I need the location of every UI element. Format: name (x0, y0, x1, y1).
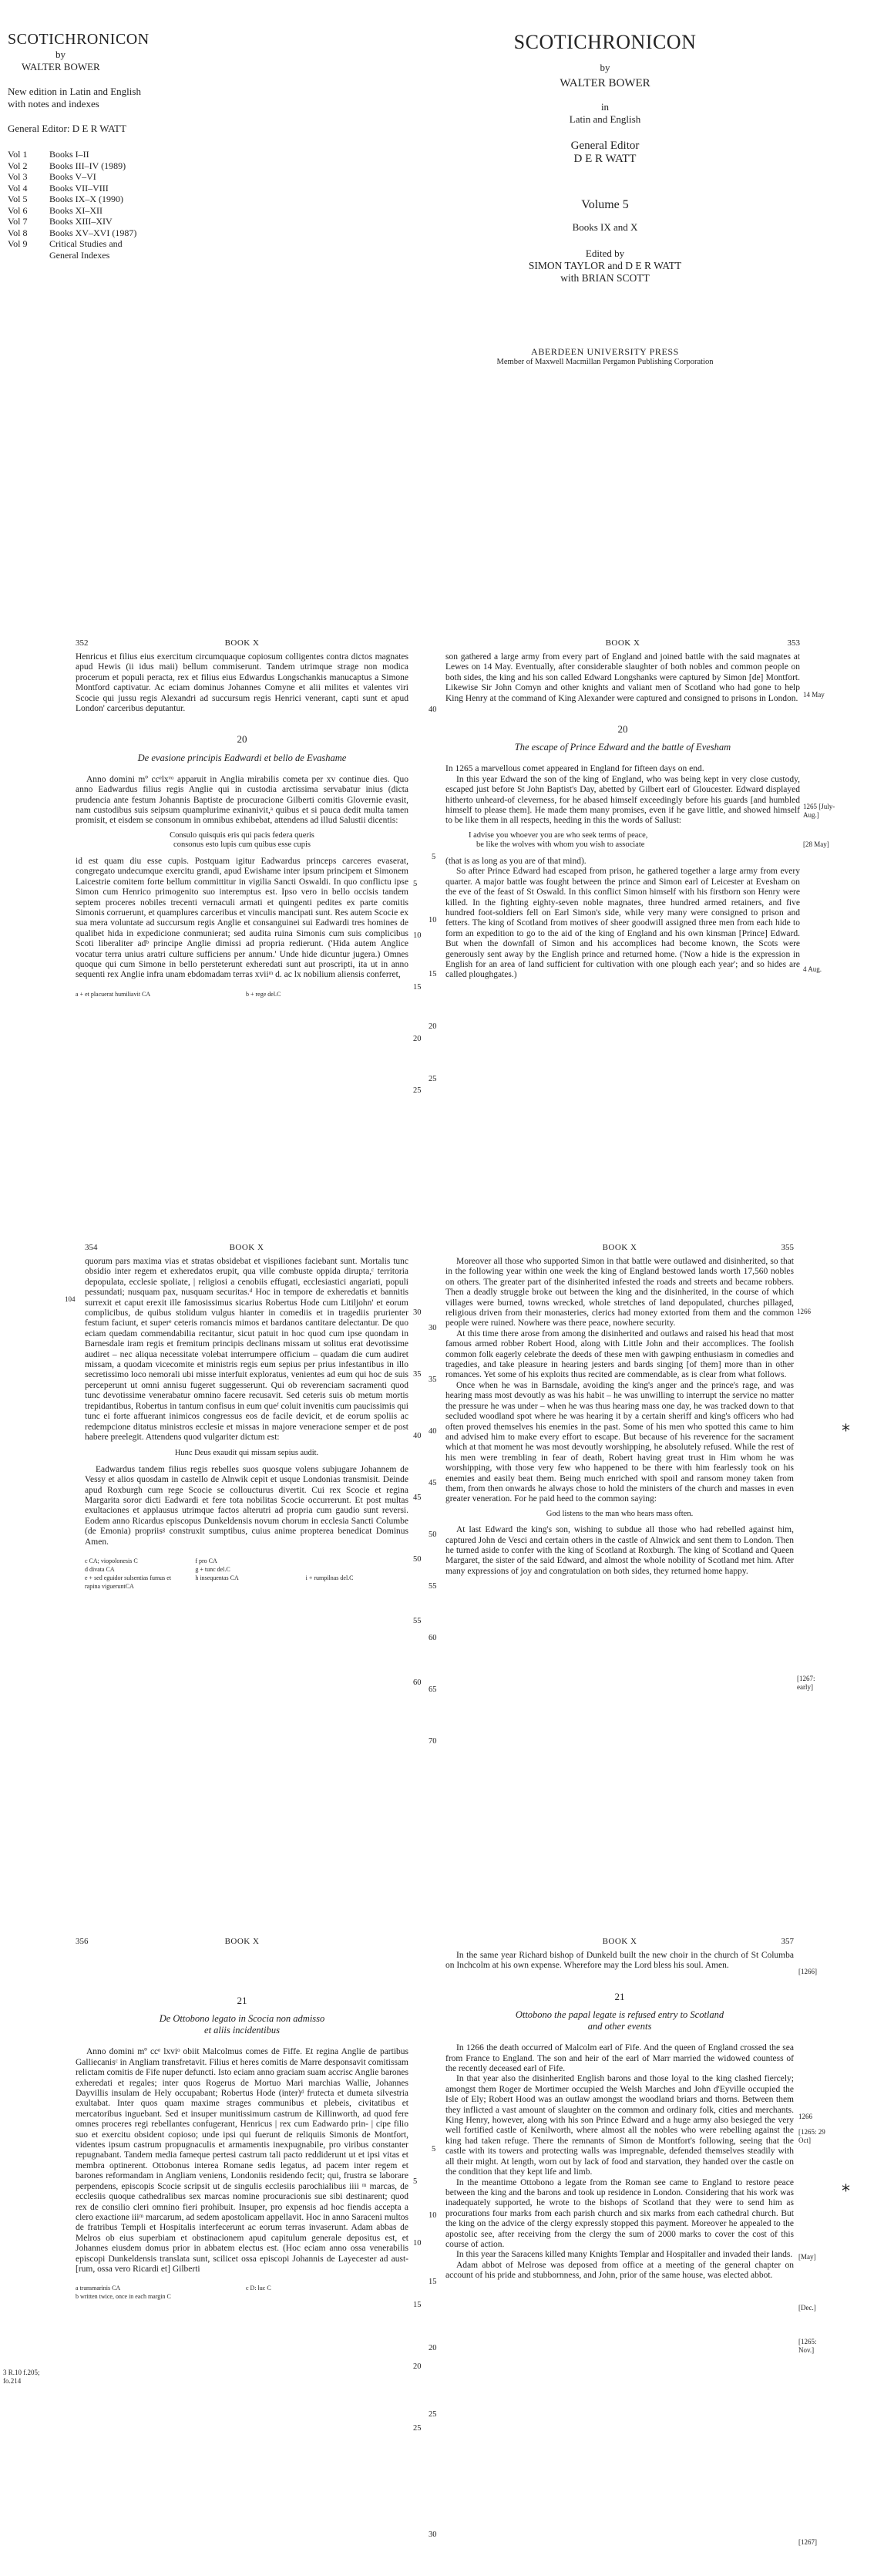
paragraph: Once when he was in Barnsdale, avoiding the king's anger and the prince's rage, and was hearing mass most devoutly as was his habit – he was unwilling to interrupt the service no matter the pressure he was under – when he was thus hearing mass one day, he was tracked down to that secluded woodland spot where he was hearing it by a certain sheriff and king's officers who had often proved themselves his enemies in the past. Some of his men who spotted this came to him and advised him to make every effort to escape. But because of his reverence for the sacrament which at that moment he was most devoutly worshipping, he absolutely refused. While the rest of his men were trembling in fear of death, Robert having great trust in Him whom he was worshipping, with those very few who happened to be there with him fearlessly took on his enemies and easily beat them. Being much enriched with spoil and ransom money taken from them, from then onwards he always chose to hold the ministers of the church and masses in even greater veneration. For he paid heed to the common saying: (445, 1380, 794, 1504)
asterisk-mark: * (842, 1422, 850, 1441)
line-number: 30 (413, 1308, 422, 1317)
volume-books: Books VII–VIII (49, 182, 109, 194)
line-number: 20 (413, 2362, 422, 2371)
series-edition-2: with notes and indexes (8, 98, 99, 109)
volume-books: Books IX and X (572, 221, 638, 233)
spread-354-355 (0, 1243, 884, 1844)
margin-date: 1266 (798, 2113, 812, 2120)
apparatus-note: f pro CA (195, 1557, 217, 1565)
paragraph: Henricus et filius eius exercitum circumquaque copiosum colligentes contra dictos magnates apud Hewis (ii idus maii) bellum commiserunt. Tandem utrimque strage non modica procerum et populi peracta, rex et filius eius Edwardus Longschankis manucaptus a Simone Montford captivatur. Ac eciam dominus Johannes Comyne et alii milites et valentes viri Scocie qui jussu regis Alexandri ad succursum regis Henrici venerant, capti sunt et apud London' carceribus deputantur. (76, 652, 408, 714)
chapter-title: Ottobono the papal legate is refused entry to Scotland (515, 2009, 724, 2021)
line-number: 25 (429, 2410, 437, 2419)
chapter-number: 21 (614, 1990, 625, 2002)
series-title: SCOTICHRONICON (8, 31, 150, 48)
margin-date: [28 May] (803, 840, 829, 848)
page-number: 356 (76, 1937, 89, 1946)
paragraph: In 1266 the death occurred of Malcolm earl of Fife. And the queen of England crossed the sea from France to England. The son and heir of the earl of Marr married the widowed countess of the recently deceased earl of Fife. (445, 2043, 794, 2074)
english-text (445, 652, 800, 981)
paragraph: At this time there arose from among the disinherited and outlaws and raised his head that most famous armed robber Robert Hood, along with Little John and their accomplices. The foolish common folk eagerly celebrate the deeds of these men with gawping enthusiasm in comedies and tragedies, and take pleasure in hearing jesters and bards singing [of them] more than in other romances. Yet some of his exploits thus recited are commendable, as is clear from what follows. (445, 1328, 794, 1380)
line-number: 5 (432, 2145, 436, 2153)
spread-356-357 (0, 1937, 884, 2569)
line-number: 65 (429, 1685, 437, 1694)
book-language: Latin and English (569, 113, 641, 125)
paragraph: (that is as long as you are of that mind). (445, 856, 587, 866)
paragraph: quorum pars maxima vias et stratas obsidebat et vispiliones faciebant sunt. Mortalis tunc obsidio inter regem et exheredatos erupit, qua ville combuste oppida dirupta,ᶜ territoria depopulata, ecclesie spoliate, | religiosi a cenobiis effugati, ecclesiastici angariati, populi pessundati; nusquam pax, nusquam securitas.ᵈ Hoc in tempore de exheredatis et bannitis surrexit et caput erexit ille famosissimus sicarius Robertus Hode cum Litiljohn' et eorum complicibus, de quibus stolidum vulgus hianter in comediis et in tragediis prurienter festum faciunt, et superᵉ ceteris romancis mimos et bardanos cantitare delectantur. De quo eciam quedam commendabilia recitantur, sicut patuit in hoc quod cum ipse quondam in Barnesdale iram regis et fremitum principis declinans missam ut solitus erat devotissime audiret – nec aliqua necessitate volebat interrumpere officium – quadam die cum audiret missam, a quodam vicecomite et ministris regis eum sepius per prius infestantibus in illo secretissimo loco nemorali ubi misse interfuit exploratus, venientes ad eum qui hoc de suis perceperunt ut omni annisu fugeret suggesserunt. Qui ob reverenciam sacramenti quod tunc devotissime venerabatur omnino facere recusavit. Sed ceteris suis ob metum mortis trepidantibus, Robertus in tantum confisus in eum queᶠ coluit invenitis cum paucissimis qui tunc ei forte affuerant inimicos congressus eos de facile devicit, et de eorum spoliis ac redempcione ditatus ministros ecclesie et missas in majore veneracione semper et de post habere preelegit. Attendens quod vulgariter dictum est: (85, 1257, 408, 1442)
apparatus-notes (85, 1557, 408, 1591)
apparatus-note: c CA; viopolonesis C (85, 1557, 138, 1565)
volume-number: Vol 8 (8, 227, 28, 238)
page-353 (445, 638, 800, 1163)
line-number: 60 (413, 1679, 422, 1687)
page-number: 353 (787, 638, 800, 648)
margin-folio: 104 (65, 1295, 76, 1303)
line-number: 45 (429, 1479, 437, 1487)
chapter-title: The escape of Prince Edward and the battle of Evesham (514, 742, 731, 753)
line-number: 5 (413, 880, 418, 888)
publisher: ABERDEEN UNIVERSITY PRESS (531, 346, 679, 357)
line-number: 30 (429, 2531, 437, 2539)
latin-text (76, 652, 408, 981)
margin-date: [1265: 29 Oct] (798, 2128, 825, 2144)
line-number: 25 (413, 1086, 422, 1095)
volume-number: Vol 9 (8, 238, 28, 249)
volume-number (8, 250, 49, 261)
line-number: 50 (429, 1530, 437, 1539)
line-number: 10 (413, 2239, 422, 2248)
line-number: 50 (413, 1555, 422, 1564)
paragraph: son gathered a large army from every part of England and joined battle with the said magnates at Lewes on 14 May. Eventually, after considerable slaughter of both nobles and common people on both sides, the king and his son called Edward Longshanks were captured by Simon [de] Montfort. Likewise Sir John Comyn and other knights and valiant men of Scotland who had gone to help King Henry at the command of King Alexander were captured and consigned to prisons in London. (445, 652, 800, 703)
line-number: 5 (413, 2177, 418, 2186)
running-head (85, 1243, 408, 1257)
book-label: BOOK X (224, 1937, 260, 1946)
series-general-editor: General Editor: D E R WATT (8, 123, 126, 134)
chapter-number: 20 (617, 723, 628, 736)
line-number: 10 (429, 916, 437, 924)
series-edition: New edition in Latin and English (8, 86, 141, 97)
margin-date: [1266] (798, 1968, 817, 1975)
apparatus-note: b + rege del.C (246, 990, 281, 998)
page-355 (445, 1243, 794, 1852)
margin-date: [Dec.] (798, 2304, 816, 2312)
book-label: BOOK X (224, 638, 260, 648)
line-number: 35 (429, 1376, 437, 1384)
paragraph: In 1265 a marvellous comet appeared in England for fifteen days on end. (445, 764, 704, 774)
line-number: 60 (429, 1634, 437, 1642)
general-editor-name: D E R WATT (573, 153, 637, 165)
volume-books: Books IX–X (1990) (49, 194, 123, 204)
paragraph: So after Prince Edward had escaped from prison, he gathered together a large army from every quarter. A major battle was fought between the prince and Simon earl of Leicester at Evesham on the eve of the feast of St Oswald. In this conflict Simon himself with his firstborn son Henry were killed. In the fighting eighty-seven noble magnates, three hundred armed retainers, and five hundred foot-soldiers fell on Earl Simon's side, while very many were consigned to prison and fetters. The king of Scotland from motives of sheer goodwill assigned three men from each hide to form an expedition to go to the aid of the king of England and his own kinsman [Prince] Edward. But when the downfall of Simon and his accomplices had become known, the Scots were generously sent away by the English prince and returned home. ('Now a hide is the expression in English for an area of land sufficient for cultivation with one plough each year'; and so hides are called ploughgates.) (445, 867, 800, 980)
volume-books: Critical Studies and (49, 238, 123, 249)
book-label: BOOK X (602, 1937, 637, 1946)
book-title: SCOTICHRONICON (513, 31, 697, 53)
apparatus-note: c D: luc C (246, 2285, 271, 2292)
spread-352-353 (0, 638, 884, 1170)
apparatus-note: b written twice, once in each margin C (76, 2293, 171, 2301)
line-number: 5 (432, 853, 436, 861)
volume-books: Books V–VI (49, 171, 96, 182)
title-page (401, 31, 809, 524)
paragraph: In that year also the disinherited English barons and those loyal to the king clashed fiercely; amongst them Roger de Mortimer occupied the Welsh Marches and John d'Eyville occupied the Isle of Ely; Robert Hood was an outlaw amongst the woodland briars and thorns. Between them they inflicted a vast amount of slaughter on the common and ordinary folk, cities and merchants. King Henry, however, along with his son Prince Edward and a huge army also besieged the very well fortified castle of Kenilworth, where almost all the nobles who were rebelling against the king had taken refuge. There the remnants of Simon de Montfort's following, seeing that the castle with its towers and protecting walls was impregnable, defended themselves steadily with all their might. At length, worn out by lack of food and starvation, they handed over the castle on the condition that they kept life and limb. (445, 2074, 794, 2177)
running-head (76, 1937, 408, 1951)
margin-date: [1265: Nov.] (798, 2338, 817, 2354)
volume-number: Vol 1 (8, 149, 28, 160)
running-head (76, 638, 408, 652)
line-number: 15 (429, 2278, 437, 2286)
volume-books: General Indexes (49, 249, 110, 261)
volume-number: Vol 6 (8, 204, 28, 216)
apparatus-notes (76, 2284, 408, 2301)
verse-quote (76, 831, 408, 850)
english-text (445, 1257, 794, 1577)
general-editor-label: General Editor (570, 140, 640, 152)
line-number: 30 (429, 1324, 437, 1332)
apparatus-note: e + sed eguidor sulsentias fumus et rapina vigueruntCA (85, 1574, 172, 1591)
paragraph: In the same year Richard bishop of Dunkeld built the new choir in the church of St Columba on Inchcolm at his own expense. Wherefore may the Lord bless his soul. Amen. (445, 1951, 794, 1971)
verse-line: be like the wolves with whom you wish to associate (476, 840, 645, 850)
line-number: 10 (413, 931, 422, 940)
line-number: 55 (429, 1582, 437, 1591)
margin-date: 14 May (803, 691, 825, 699)
paragraph: At last Edward the king's son, wishing to subdue all those who had rebelled against him, captured John de Vesci and certain others in the castle of Alnwick and sent them to London. Then he turned aside to confer with the king of Scotland at Roxburgh. The king of Scotland and Queen Margaret, the sister of the said Edward, and almost the whole nobility of Scotland met him. After many expressions of joy and congratulation on both sides, they returned home happy. (445, 1525, 794, 1576)
line-number: 20 (429, 1022, 437, 1031)
line-number: 15 (413, 2301, 422, 2309)
running-head (445, 1243, 794, 1257)
page-356 (76, 1937, 408, 2569)
english-text (445, 1951, 794, 2281)
volume-books: Books XIII–XIV (49, 216, 113, 227)
half-title-page (8, 31, 370, 493)
line-number: 45 (413, 1493, 422, 1502)
book-in: in (600, 101, 610, 113)
running-head (445, 1937, 794, 1951)
chapter-title: et aliis incidentibus (204, 2025, 280, 2036)
paragraph: Adam abbot of Melrose was deposed from office at a meeting of the general chapter on account of his pride and stubbornness, and John, prior of the same house, was elected abbot. (445, 2260, 794, 2281)
paragraph: In the meantime Ottobono a legate from the Roman see came to England to restore peace between the king and the barons and took up residence in London. Considering that his work was inadequately supported, he wrote to the bishops of Scotland that they were to send him as procurations four marks from each parish church and six marks from each cathedral church. But the king on the advice of the clergy expressly stopped this payment. Moreover he appealed to the apostolic see, after receiving from the clergy the sum of 2000 marks to cover the cost of this course of action. (445, 2177, 794, 2249)
page-number: 357 (781, 1937, 794, 1946)
book-label: BOOK X (605, 638, 640, 648)
line-number: 15 (413, 983, 422, 992)
page-354 (85, 1243, 408, 1852)
volume-number: Vol 5 (8, 194, 28, 204)
chapter-title: De Ottobono legato in Scocia non admisso (159, 2013, 325, 2025)
verse-line: I advise you whoever you are who seek terms of peace, (469, 830, 648, 840)
co-editor: with BRIAN SCOTT (560, 272, 650, 284)
page-number: 352 (76, 638, 89, 648)
volume-list (8, 149, 370, 261)
line-number: 10 (429, 2211, 437, 2220)
title-spread (0, 0, 884, 532)
book-label: BOOK X (229, 1243, 264, 1252)
line-number: 40 (413, 1432, 422, 1440)
page-number: 354 (85, 1243, 98, 1252)
line-number: 40 (429, 705, 437, 714)
book-by: by (600, 62, 610, 73)
verse-quote (469, 831, 800, 850)
latin-text (85, 1257, 408, 1547)
verse-quote: God listens to the man who hears mass often. (546, 1509, 694, 1518)
margin-date: [May] (798, 2253, 816, 2261)
apparatus-notes (76, 990, 408, 998)
line-number: 25 (413, 2424, 422, 2433)
verse-line: Consulo quisquis eris qui pacis federa queris (170, 830, 314, 840)
volume-number: Volume 5 (581, 198, 629, 211)
volume-number: Vol 3 (8, 171, 28, 182)
line-number: 20 (429, 2344, 437, 2352)
volume-number: Vol 4 (8, 182, 28, 194)
chapter-number: 20 (237, 733, 247, 746)
paragraph: In this year the Saracens killed many Knights Templar and Hospitaller and invaded their lands. (456, 2250, 793, 2260)
publisher-note: Member of Maxwell Macmillan Pergamon Publishing Corporation (496, 358, 714, 366)
margin-date: 4 Aug. (803, 965, 822, 973)
line-number: 15 (429, 970, 437, 978)
apparatus-note: d divata CA (85, 1566, 115, 1574)
apparatus-note: a + et placuerat humiliavit CA (76, 990, 151, 998)
paragraph: Eadwardus tandem filius regis rebelles suos quosque volens subjugare Johannem de Vessy et alios quosdam in castello de Alnwik cepit et usque Londonias transmisit. Deinde apud Roxburgh cum rege Scocie se colloucturus divertit. Cui rex Scocie et regina Margarita soror dicti Eadwardi et fere tota nobilitas Scocie occurrerunt. Et post multas exultaciones et applausus utrimque factos alterutri ad propria cum gaudio sunt reversi. Eodem anno Ricardus episcopus Dunkeldensis novum chorum in ecclesia Sancti Columbe (de Emonia) propriisᵍ construxit sumptibus, cuius anime propterea benedicat Dominus Amen. (85, 1464, 408, 1547)
line-number: 55 (413, 1617, 422, 1625)
volume-books: Books I–II (49, 149, 89, 160)
margin-date: [1267] (798, 2538, 817, 2546)
latin-text (76, 1995, 408, 2275)
line-number: 40 (429, 1427, 437, 1436)
paragraph: Moreover all those who supported Simon in that battle were outlawed and disinherited, so that in the following year within one week the king of England bestowed lands worth 17,560 nobles on others. The greater part of the disinherited infested the roads and streets and became robbers. Then a deadly struggle broke out between the king and the disinherited, in the course of which villages were burned, towns wrecked, whole stretches of land depopulated, churches pillaged, religious driven from their monasteries, clerics had money extorted from them and the common people were ruined. Nowhere was there peace, nowhere security. (445, 1257, 794, 1328)
volume-number: Vol 7 (8, 216, 28, 227)
apparatus-note: h insequentas CA (195, 1574, 239, 1582)
volume-books: Books XV–XVI (1987) (49, 227, 137, 238)
series-author: WALTER BOWER (22, 61, 100, 72)
margin-date: [1267: early] (797, 1675, 815, 1691)
page-352 (76, 638, 408, 1163)
apparatus-note: a transmarinis CA (76, 2285, 121, 2292)
volume-books: Books III–IV (1989) (49, 160, 126, 171)
chapter-number: 21 (237, 1995, 247, 2006)
asterisk-mark: * (842, 2182, 850, 2201)
running-head (445, 638, 800, 652)
line-number: 70 (429, 1737, 437, 1746)
volume-books: Books XI–XII (49, 204, 103, 216)
page-number: 355 (781, 1243, 794, 1252)
page-357 (445, 1937, 794, 2569)
margin-date: 1265 [July-Aug.] (803, 803, 835, 819)
apparatus-note: i + rumpilnas del.C (305, 1574, 354, 1582)
margin-folio: 3 R.10 f.205; fo.214 (3, 2369, 40, 2385)
verse-line: consonus esto lupis cum quibus esse cupis (173, 840, 311, 850)
apparatus-note: g + tunc del.C (195, 1566, 230, 1574)
chapter-title: De evasione principis Eadwardi et bello de Evashame (137, 752, 347, 763)
line-number: 35 (413, 1370, 422, 1379)
margin-date: 1266 (797, 1308, 811, 1315)
editors: SIMON TAYLOR and D E R WATT (528, 260, 682, 271)
line-number: 25 (429, 1075, 437, 1083)
paragraph: Anno domini mº ccᵉlxᵛᵒ apparuit in Anglia mirabilis cometa per xv continue dies. Quo anno Eadwardus filius regis Anglie qui in custodia arctissima servabatur inius (dicta prudencia ante festum Johannis Baptiste de procuracione Gilberti comitis Glovernie evasit, nam custodibus suis seipsum quamplurime exinanivit,ᵃ quibus et si pauca dedit multa tamen promisit, et eisdem se consonum in omnibus exhibebat, attendens ad illud Salustii dicentis: (76, 774, 408, 826)
book-author: WALTER BOWER (560, 77, 650, 89)
verse-quote: Hunc Deus exaudit qui missam sepius audit. (174, 1449, 319, 1458)
paragraph: Anno domini mº ccᵉ lxviᵒ obiit Malcolmus comes de Fiffe. Et regina Anglie de partibus Galliecanisᶜ in Angliam transfretavit. Filius et heres comitis de Marre desponsavit comitissam relictam comitis de Fife nuper defuncti. Isto eciam anno graciam suam accrisc Anglie barones exheredati et regales; inter quos Rogerus de Mortuo Mari marchias Wallie, Johannes Dayvillis insulam de Hely occupabant; Robertus Hode (inter)ᵈ frutecta et dumeta silvestria exultabat. Inter quos quam maxime strages communibus et plebeis, civitatibus et mercatoribus inguebant. Sed et insuper munitissimum castrum de Killinworth, ad quod fere omnes proceres regi rebellantes confugerant, Henricus | rex cum Eadwardo prin- | cipe filio suo et exercitu obsident copioso; unde ipsi qui fuerunt de reliquiis Simonis de Montfort, videntes ipsum castrum propugnaculis et armamentis inexpugnabile, pro viribus constanter repugnabant. Tandem media fameque pertesi castrum tali pacto reddiderunt ut et ipsi vitas et membra optinerent. Ottobonus interea Romane sedis legatus, ad pacem inter regem et barones reformandam in Angliam veniens, Londoniis residendo fecit; qui, frustra se laborare perpendens, episcopis Scocie scripsit ut de singulis ecclesiis parochialibus iiii ᵐ marcas, de ecclesiis quoque cathedralibus sex marcas nomine procuracionis sue sibi destinarent; quod rex de consilio cleri omnino fieri prohibuit. Insuper, pro expensis ad hoc fiendis accepta a clero exactione iiiᵐ marcarum, ad sedem apostolicam appellavit. Hoc in anno Saraceni multos de fratribus Templi et Hospitalis interfecerunt ac eorum terras invaserunt. Adam abbas de Melros ob eius superbiam et obstinacionem apud capitulum generale depositus est, et Johannes eiusdem domus prior in abbatem electus est. (Hoc eciam anno ossa venerabilis episcopi Dunkeldensis translata sunt, scilicet ossa episcopi Johannis de Layecester ad aust-[rum, ossa vero Ricardi et] Gilberti (76, 2047, 408, 2274)
edited-by-label: Edited by (585, 247, 625, 259)
chapter-title: and other events (587, 2021, 652, 2032)
paragraph: In this year Edward the son of the king of England, who was being kept in very close custody, escaped just before St John Baptist's Day, abetted by Gilbert earl of Gloucester. Edward displayed hitherto unheard-of cleverness, for he abased himself exceedingly before his guards [and humbled himself to please them]. He made them many promises, even if he gave little, and showed himself to be like them in all respects, heeding in this the words of Sallust: (445, 774, 800, 826)
series-by: by (55, 49, 66, 60)
volume-number: Vol 2 (8, 160, 28, 171)
paragraph: id est quam diu esse cupis. Postquam igitur Eadwardus princeps carceres evaserat, congregato undecumque exercitu grandi, apud Ewishame inter ipsum principem et Simonem Laicestrie comitem forte bellum committitur in vigilia Sancti Oswaldi. In quo conflictu ipse Simon cum Henrico primogenito suo interemptus est. Ipso vero in bello occisis tandem septem proceres nobiles trecenti vernaculi armati et quingenti pedites ex parte comitis Simonis corruerunt, et quamplures carceribus et vinculis mancipati sunt. Res autem Scocie ex sua mera voluntate ad succursum regis Anglie et consanguinei sui Eadwardi tres homines de qualibet hida in expedicione conmunierat; sed audita ruina Simonis cum suis complicibus Scoti liberaliter adᵇ principe Anglie dimissi ad propria redierunt. ('Hida autem Anglice vocatur terra unius aratri culture sufficiens per annum.' Unde hide dicuntur jugera.) Omnes quoque qui cum Simone in bello persteterunt exheredati sunt aut proscripti, ita ut in anno sequenti rex Anglie infra unam ebdomadam terras xviiᵐ d. ac lx nobilium aliensis conferret, (76, 856, 408, 980)
book-label: BOOK X (602, 1243, 637, 1252)
line-number: 20 (413, 1035, 422, 1043)
